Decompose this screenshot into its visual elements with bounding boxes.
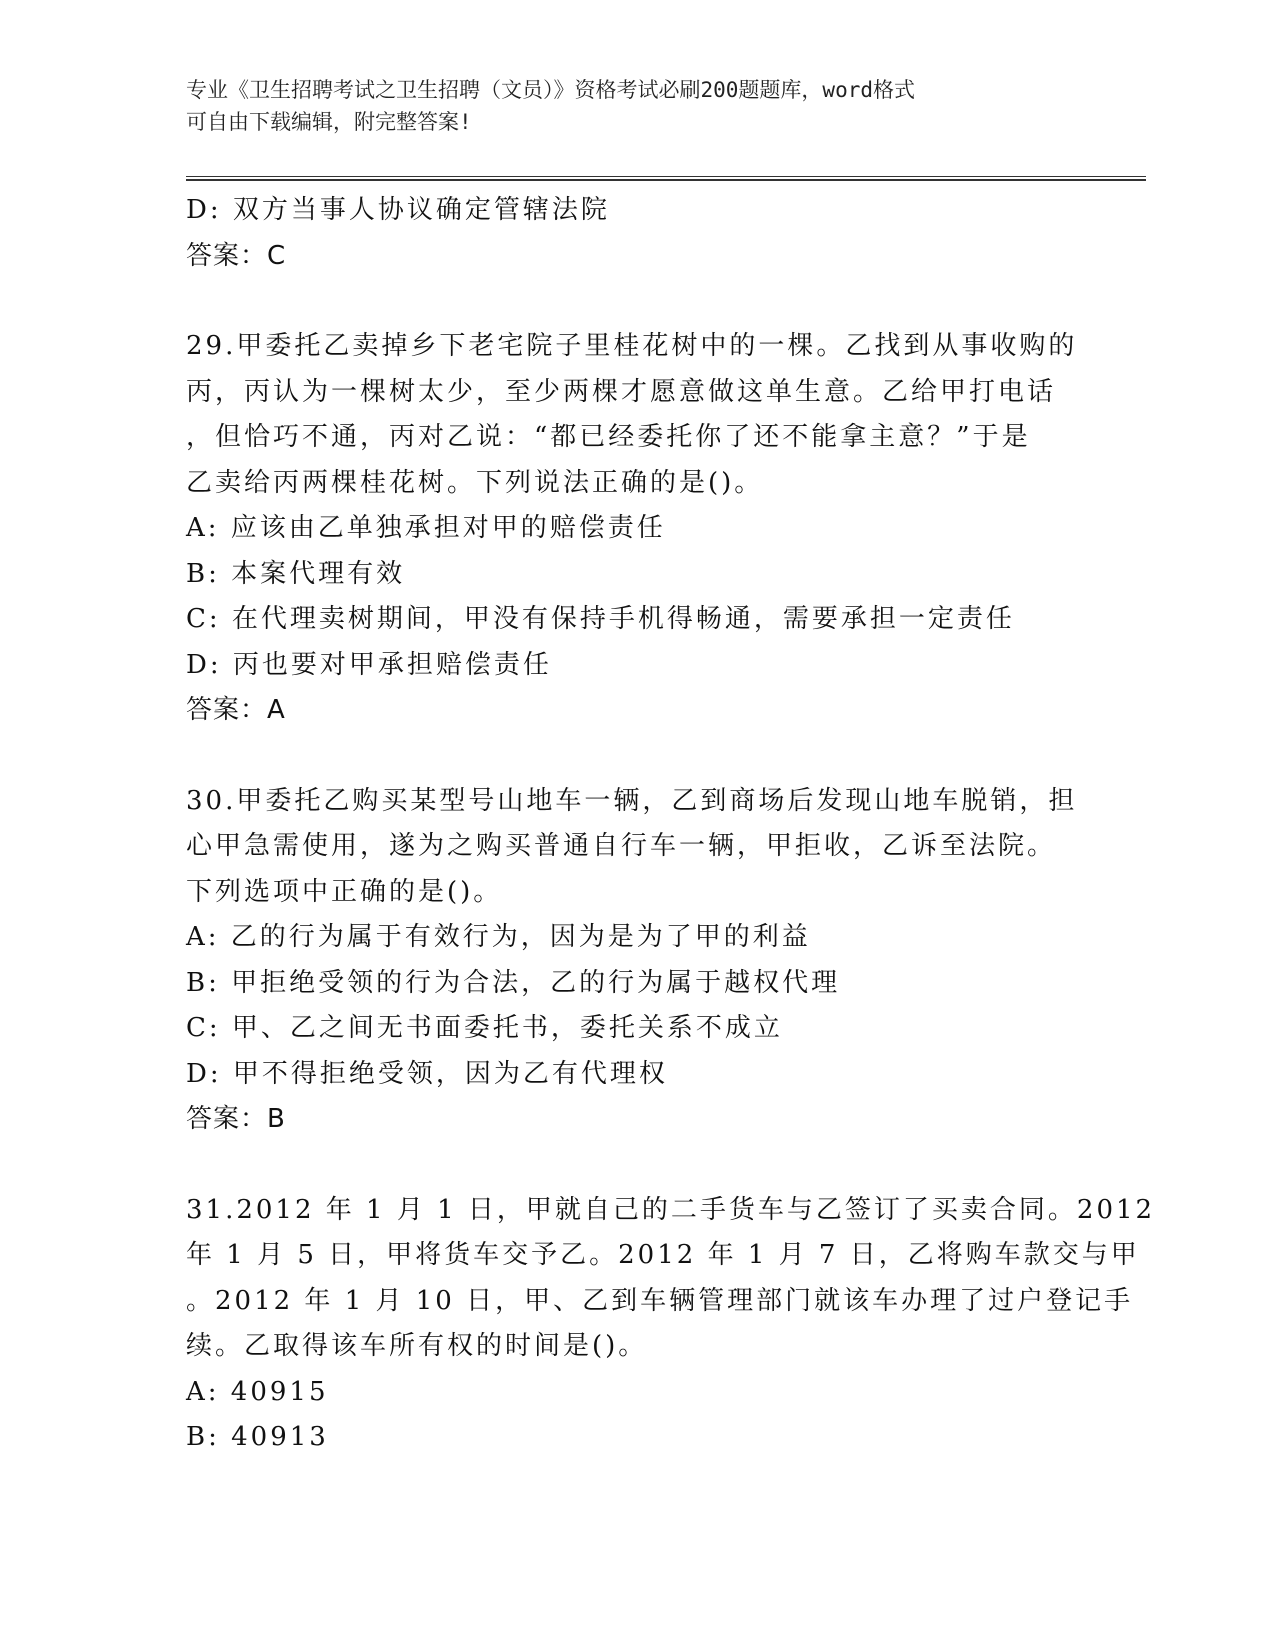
option-a: A: 40915	[186, 1376, 329, 1407]
question-28-tail	[186, 188, 1076, 279]
spacer	[186, 279, 1076, 324]
option-b: B: 甲拒绝受领的行为合法，乙的行为属于越权代理	[186, 967, 841, 998]
question-stem-line: 。2012 年 1 月 10 日，甲、乙到车辆管理部门就该车办理了过户登记手	[186, 1285, 1134, 1316]
option-a: A: 应该由乙单独承担对甲的赔偿责任	[186, 513, 666, 543]
header-line-1: 专业《卫生招聘考试之卫生招聘（文员）》资格考试必刷200题题库，word格式	[186, 78, 915, 102]
question-31	[186, 1188, 1156, 1461]
question-stem-line: 29.甲委托乙卖掉乡下老宅院子里桂花树中的一棵。乙找到从事收购的	[186, 331, 1078, 361]
page-header	[186, 74, 1066, 138]
header-divider	[186, 176, 1146, 181]
option-b: B: 40913	[186, 1422, 329, 1452]
question-stem-line: 丙，丙认为一棵树太少，至少两棵才愿意做这单生意。乙给甲打电话	[186, 376, 1057, 407]
spacer	[186, 734, 1076, 779]
option-b: B: 本案代理有效	[186, 558, 406, 589]
question-stem-line: 乙卖给丙两棵桂花树。下列说法正确的是()。	[186, 467, 764, 498]
question-stem-line: 下列选项中正确的是()。	[186, 876, 503, 907]
spacer	[186, 1143, 1076, 1188]
option-d: D: 双方当事人协议确定管辖法院	[186, 195, 610, 225]
question-30	[186, 779, 1076, 1143]
answer-label: 答案：C	[186, 240, 287, 271]
question-stem-line: 心甲急需使用，遂为之购买普通自行车一辆，甲拒收，乙诉至法院。	[186, 831, 1057, 861]
option-c: C: 在代理卖树期间，甲没有保持手机得畅通，需要承担一定责任	[186, 604, 1015, 634]
option-a: A: 乙的行为属于有效行为，因为是为了甲的利益	[186, 922, 811, 952]
question-stem-line: 续。乙取得该车所有权的时间是()。	[186, 1331, 648, 1361]
question-29	[186, 324, 1076, 734]
option-c: C: 甲、乙之间无书面委托书，委托关系不成立	[186, 1013, 783, 1043]
option-d: D: 丙也要对甲承担赔偿责任	[186, 649, 552, 680]
document-body	[186, 188, 1156, 1461]
question-stem-line: 31.2012 年 1 月 1 日，甲就自己的二手货车与乙签订了买卖合同。2012	[186, 1194, 1156, 1225]
option-d: D: 甲不得拒绝受领，因为乙有代理权	[186, 1058, 668, 1089]
question-stem-line: 年 1 月 5 日，甲将货车交予乙。2012 年 1 月 7 日，乙将购车款交与甲	[186, 1240, 1140, 1270]
question-stem-line: 30.甲委托乙购买某型号山地车一辆，乙到商场后发现山地车脱销，担	[186, 785, 1078, 816]
answer-label: 答案：B	[186, 1104, 286, 1134]
question-stem-line: ，但恰巧不通，丙对乙说：“都已经委托你了还不能拿主意？”于是	[186, 422, 1031, 452]
answer-label: 答案：A	[186, 695, 286, 725]
header-line-2: 可自由下载编辑，附完整答案!	[186, 110, 472, 134]
